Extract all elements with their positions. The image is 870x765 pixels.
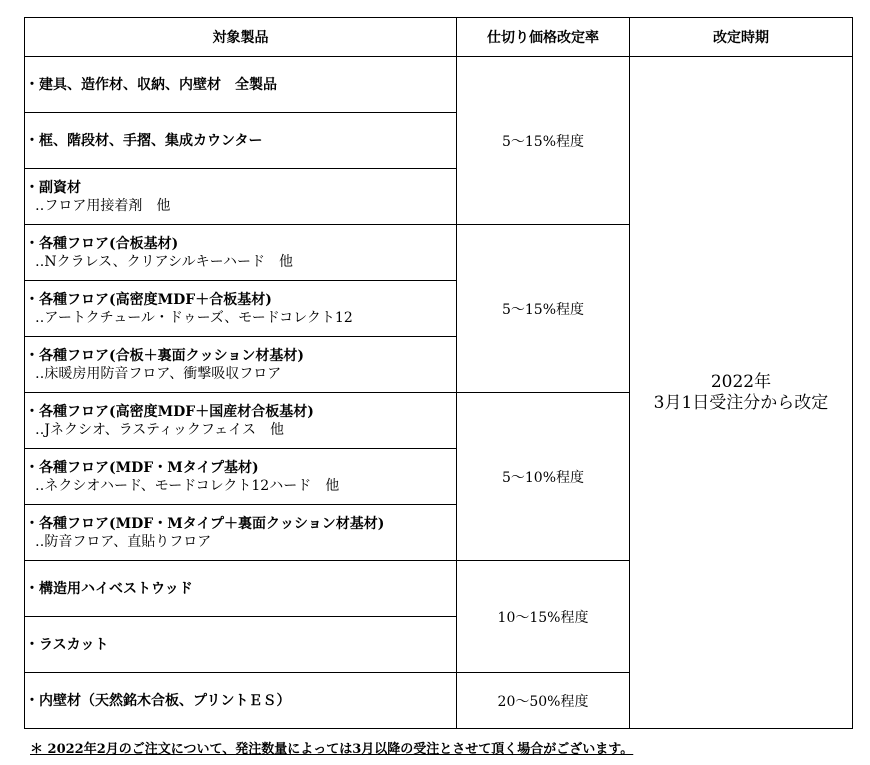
period-year: 2022年: [710, 371, 772, 392]
product-name: ・副資材: [25, 179, 81, 196]
header-product: 対象製品: [25, 18, 457, 57]
table-row: [25, 57, 853, 113]
product-name: ・建具、造作材、収納、内壁材 全製品: [25, 76, 277, 93]
product-sub: ‥防音フロア、直貼りフロア: [35, 533, 212, 550]
rate-cell: 5～15%程度: [457, 57, 630, 225]
product-name: ・各種フロア(MDF・Mタイプ＋裏面クッション材基材): [25, 515, 385, 532]
product-cell: [25, 617, 457, 673]
product-name: ・各種フロア(合板基材): [25, 235, 179, 252]
rate-cell: 20～50%程度: [457, 673, 630, 729]
table-header-row: [25, 18, 853, 57]
product-cell: [25, 57, 457, 113]
footnote: ＊ 2022年2月のご注文について、発注数量によっては3月以降の受注とさせて頂く場合がございます。: [30, 742, 634, 757]
header-period: 改定時期: [630, 18, 853, 57]
period-date: 3月1日受注分から改定: [653, 392, 829, 413]
product-name: ・框、階段材、手摺、集成カウンター: [25, 132, 263, 149]
header-rate: 仕切り価格改定率: [457, 18, 630, 57]
product-cell: [25, 113, 457, 169]
product-cell: [25, 337, 457, 393]
product-name: ・各種フロア(MDF・Mタイプ基材): [25, 459, 259, 476]
product-cell: [25, 281, 457, 337]
product-name: ・各種フロア(高密度MDF＋合板基材): [25, 291, 272, 308]
rate-cell: 10～15%程度: [457, 561, 630, 673]
product-name: ・ラスカット: [25, 636, 109, 653]
product-sub: ‥ネクシオハード、モードコレクト12ハード 他: [35, 477, 340, 494]
product-sub: ‥Nクラレス、クリアシルキーハード 他: [35, 253, 293, 270]
product-sub: ‥Jネクシオ、ラスティックフェイス 他: [35, 421, 285, 438]
period-cell: [630, 57, 853, 729]
rate-cell: 5～15%程度: [457, 225, 630, 393]
product-name: ・各種フロア(高密度MDF＋国産材合板基材): [25, 403, 314, 420]
product-name: ・構造用ハイベストウッド: [25, 580, 193, 597]
product-cell: [25, 393, 457, 449]
price-revision-table: [24, 17, 853, 729]
product-sub: ‥アートクチュール・ドゥーズ、モードコレクト12: [35, 309, 353, 326]
product-sub: ‥フロア用接着剤 他: [35, 197, 171, 214]
product-cell: [25, 505, 457, 561]
product-name: ・各種フロア(合板＋裏面クッション材基材): [25, 347, 304, 364]
product-cell: [25, 673, 457, 729]
product-sub: ‥床暖房用防音フロア、衝撃吸収フロア: [35, 365, 282, 382]
product-cell: [25, 169, 457, 225]
product-cell: [25, 449, 457, 505]
product-name: ・内壁材（天然銘木合板、プリントＥＳ）: [25, 692, 291, 709]
product-cell: [25, 561, 457, 617]
product-cell: [25, 225, 457, 281]
rate-cell: 5～10%程度: [457, 393, 630, 561]
